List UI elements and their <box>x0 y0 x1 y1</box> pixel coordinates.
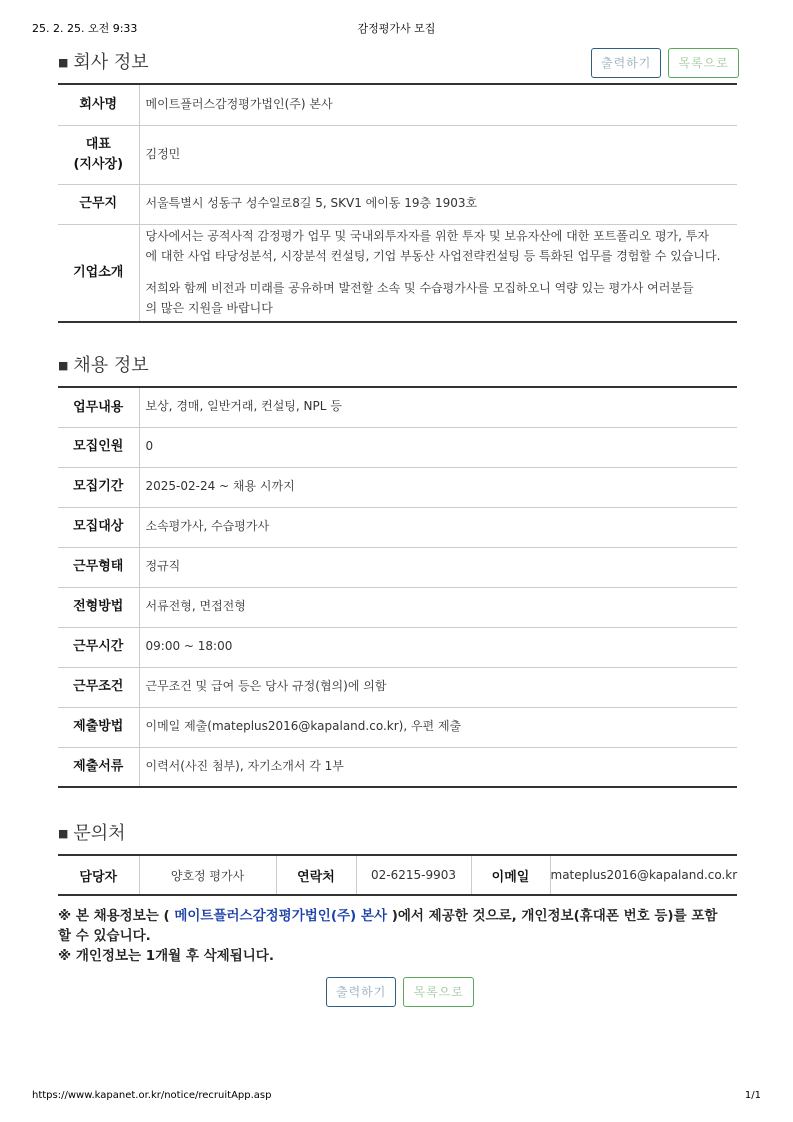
contact-section-title: ■ 문의처 <box>58 823 126 844</box>
notice-line-2: 할 수 있습니다. <box>58 928 151 944</box>
bottom-button-group <box>326 977 474 1007</box>
submission-method-label: 제출방법 <box>58 707 139 747</box>
table-row <box>58 467 737 507</box>
company-intro-value: 당사에서는 공적사적 감정평가 업무 및 국내외투자자를 위한 투자 및 보유자산에 대한 포트폴리오 평가, 투자 에 대한 사업 타당성분석, 시장분석 컨설팅, 기업 부동산 사업전략컨설팅 등 특화된 업무를 경험할 수 있습니다. 저희와 함께 비전과 미래를 공유하며 발전할 소속 및 수습평가사를 모집하오니 역량 있는 평가사 여러분들 의 많은 지원을 바랍니다 <box>145 229 721 315</box>
work-hours-label: 근무시간 <box>58 627 139 667</box>
notice-company-name: 메이트플러스감정평가법인(주) 본사 <box>174 908 387 924</box>
recruit-section-title: ■ 채용 정보 <box>58 355 149 376</box>
email-label: 이메일 <box>471 855 550 895</box>
table-row <box>58 224 737 322</box>
square-bullet-icon: ■ <box>58 359 69 372</box>
table-row <box>58 707 737 747</box>
table-row <box>58 184 737 224</box>
target-value: 소속평가사, 수습평가사 <box>139 507 737 547</box>
job-duties-value: 보상, 경매, 일반거래, 컨설팅, NPL 등 <box>139 387 737 427</box>
selection-method-label: 전형방법 <box>58 587 139 627</box>
period-label: 모집기간 <box>58 467 139 507</box>
print-page-title: 감정평가사 모집 <box>357 22 436 35</box>
table-row <box>58 125 737 184</box>
phone-label: 연락처 <box>276 855 356 895</box>
square-bullet-icon: ■ <box>58 56 69 69</box>
table-row <box>58 667 737 707</box>
work-hours-value: 09:00 ~ 18:00 <box>139 627 737 667</box>
company-info-table <box>58 83 737 323</box>
table-row <box>58 587 737 627</box>
work-conditions-value: 근무조건 및 급여 등은 당사 규정(협의)에 의함 <box>139 667 737 707</box>
company-name-label: 회사명 <box>58 84 139 125</box>
representative-label: 대표 (지사장) <box>58 125 139 184</box>
phone-value: 02-6215-9903 <box>356 855 471 895</box>
work-location-label: 근무지 <box>58 184 139 224</box>
representative-value: 김정민 <box>139 125 737 184</box>
notice-line-1: ※ 본 채용정보는 ( 메이트플러스감정평가법인(주) 본사 )에서 제공한 것으로, 개인정보(휴대폰 번호 등)를 포함 <box>58 908 718 924</box>
privacy-notice <box>58 906 743 966</box>
company-name-value: 메이트플러스감정평가법인(주) 본사 <box>139 84 737 125</box>
manager-label: 담당자 <box>58 855 139 895</box>
print-date: 25. 2. 25. 오전 9:33 <box>32 22 138 35</box>
company-intro-label: 기업소개 <box>58 224 139 322</box>
employment-type-value: 정규직 <box>139 547 737 587</box>
headcount-label: 모집인원 <box>58 427 139 467</box>
table-row <box>58 855 737 895</box>
print-footer <box>32 1090 761 1104</box>
job-duties-label: 업무내용 <box>58 387 139 427</box>
print-button[interactable]: 출력하기 <box>591 48 661 78</box>
print-header <box>32 20 761 36</box>
table-row <box>58 627 737 667</box>
notice-line-3: ※ 개인정보는 1개월 후 삭제됩니다. <box>58 948 274 964</box>
top-button-group <box>591 48 739 78</box>
company-section-title: ■ 회사 정보 <box>58 52 149 73</box>
email-value: mateplus2016@kapaland.co.kr <box>550 868 738 882</box>
contact-table <box>58 854 737 896</box>
recruit-info-table <box>58 386 737 788</box>
work-conditions-label: 근무조건 <box>58 667 139 707</box>
employment-type-label: 근무형태 <box>58 547 139 587</box>
table-row <box>58 427 737 467</box>
table-row <box>58 747 737 787</box>
table-row <box>58 547 737 587</box>
submission-method-value: 이메일 제출(mateplus2016@kapaland.co.kr), 우편 제출 <box>139 707 737 747</box>
page-url: https://www.kapanet.or.kr/notice/recruitApp.asp <box>32 1090 272 1101</box>
table-row <box>58 84 737 125</box>
manager-value: 양호정 평가사 <box>139 855 276 895</box>
work-location-value: 서울특별시 성동구 성수일로8길 5, SKV1 에이동 19층 1903호 <box>139 184 737 224</box>
page-number: 1/1 <box>744 1090 761 1101</box>
period-value: 2025-02-24 ~ 채용 시까지 <box>139 467 737 507</box>
table-row <box>58 387 737 427</box>
required-documents-label: 제출서류 <box>58 747 139 787</box>
required-documents-value: 이력서(사진 첨부), 자기소개서 각 1부 <box>145 758 344 773</box>
table-row <box>58 507 737 547</box>
square-bullet-icon: ■ <box>58 827 69 840</box>
list-button[interactable]: 목록으로 <box>668 48 738 78</box>
target-label: 모집대상 <box>58 507 139 547</box>
list-button[interactable]: 목록으로 <box>403 977 473 1007</box>
selection-method-value: 서류전형, 면접전형 <box>139 587 737 627</box>
headcount-value: 0 <box>139 427 737 467</box>
print-button[interactable]: 출력하기 <box>326 977 396 1007</box>
